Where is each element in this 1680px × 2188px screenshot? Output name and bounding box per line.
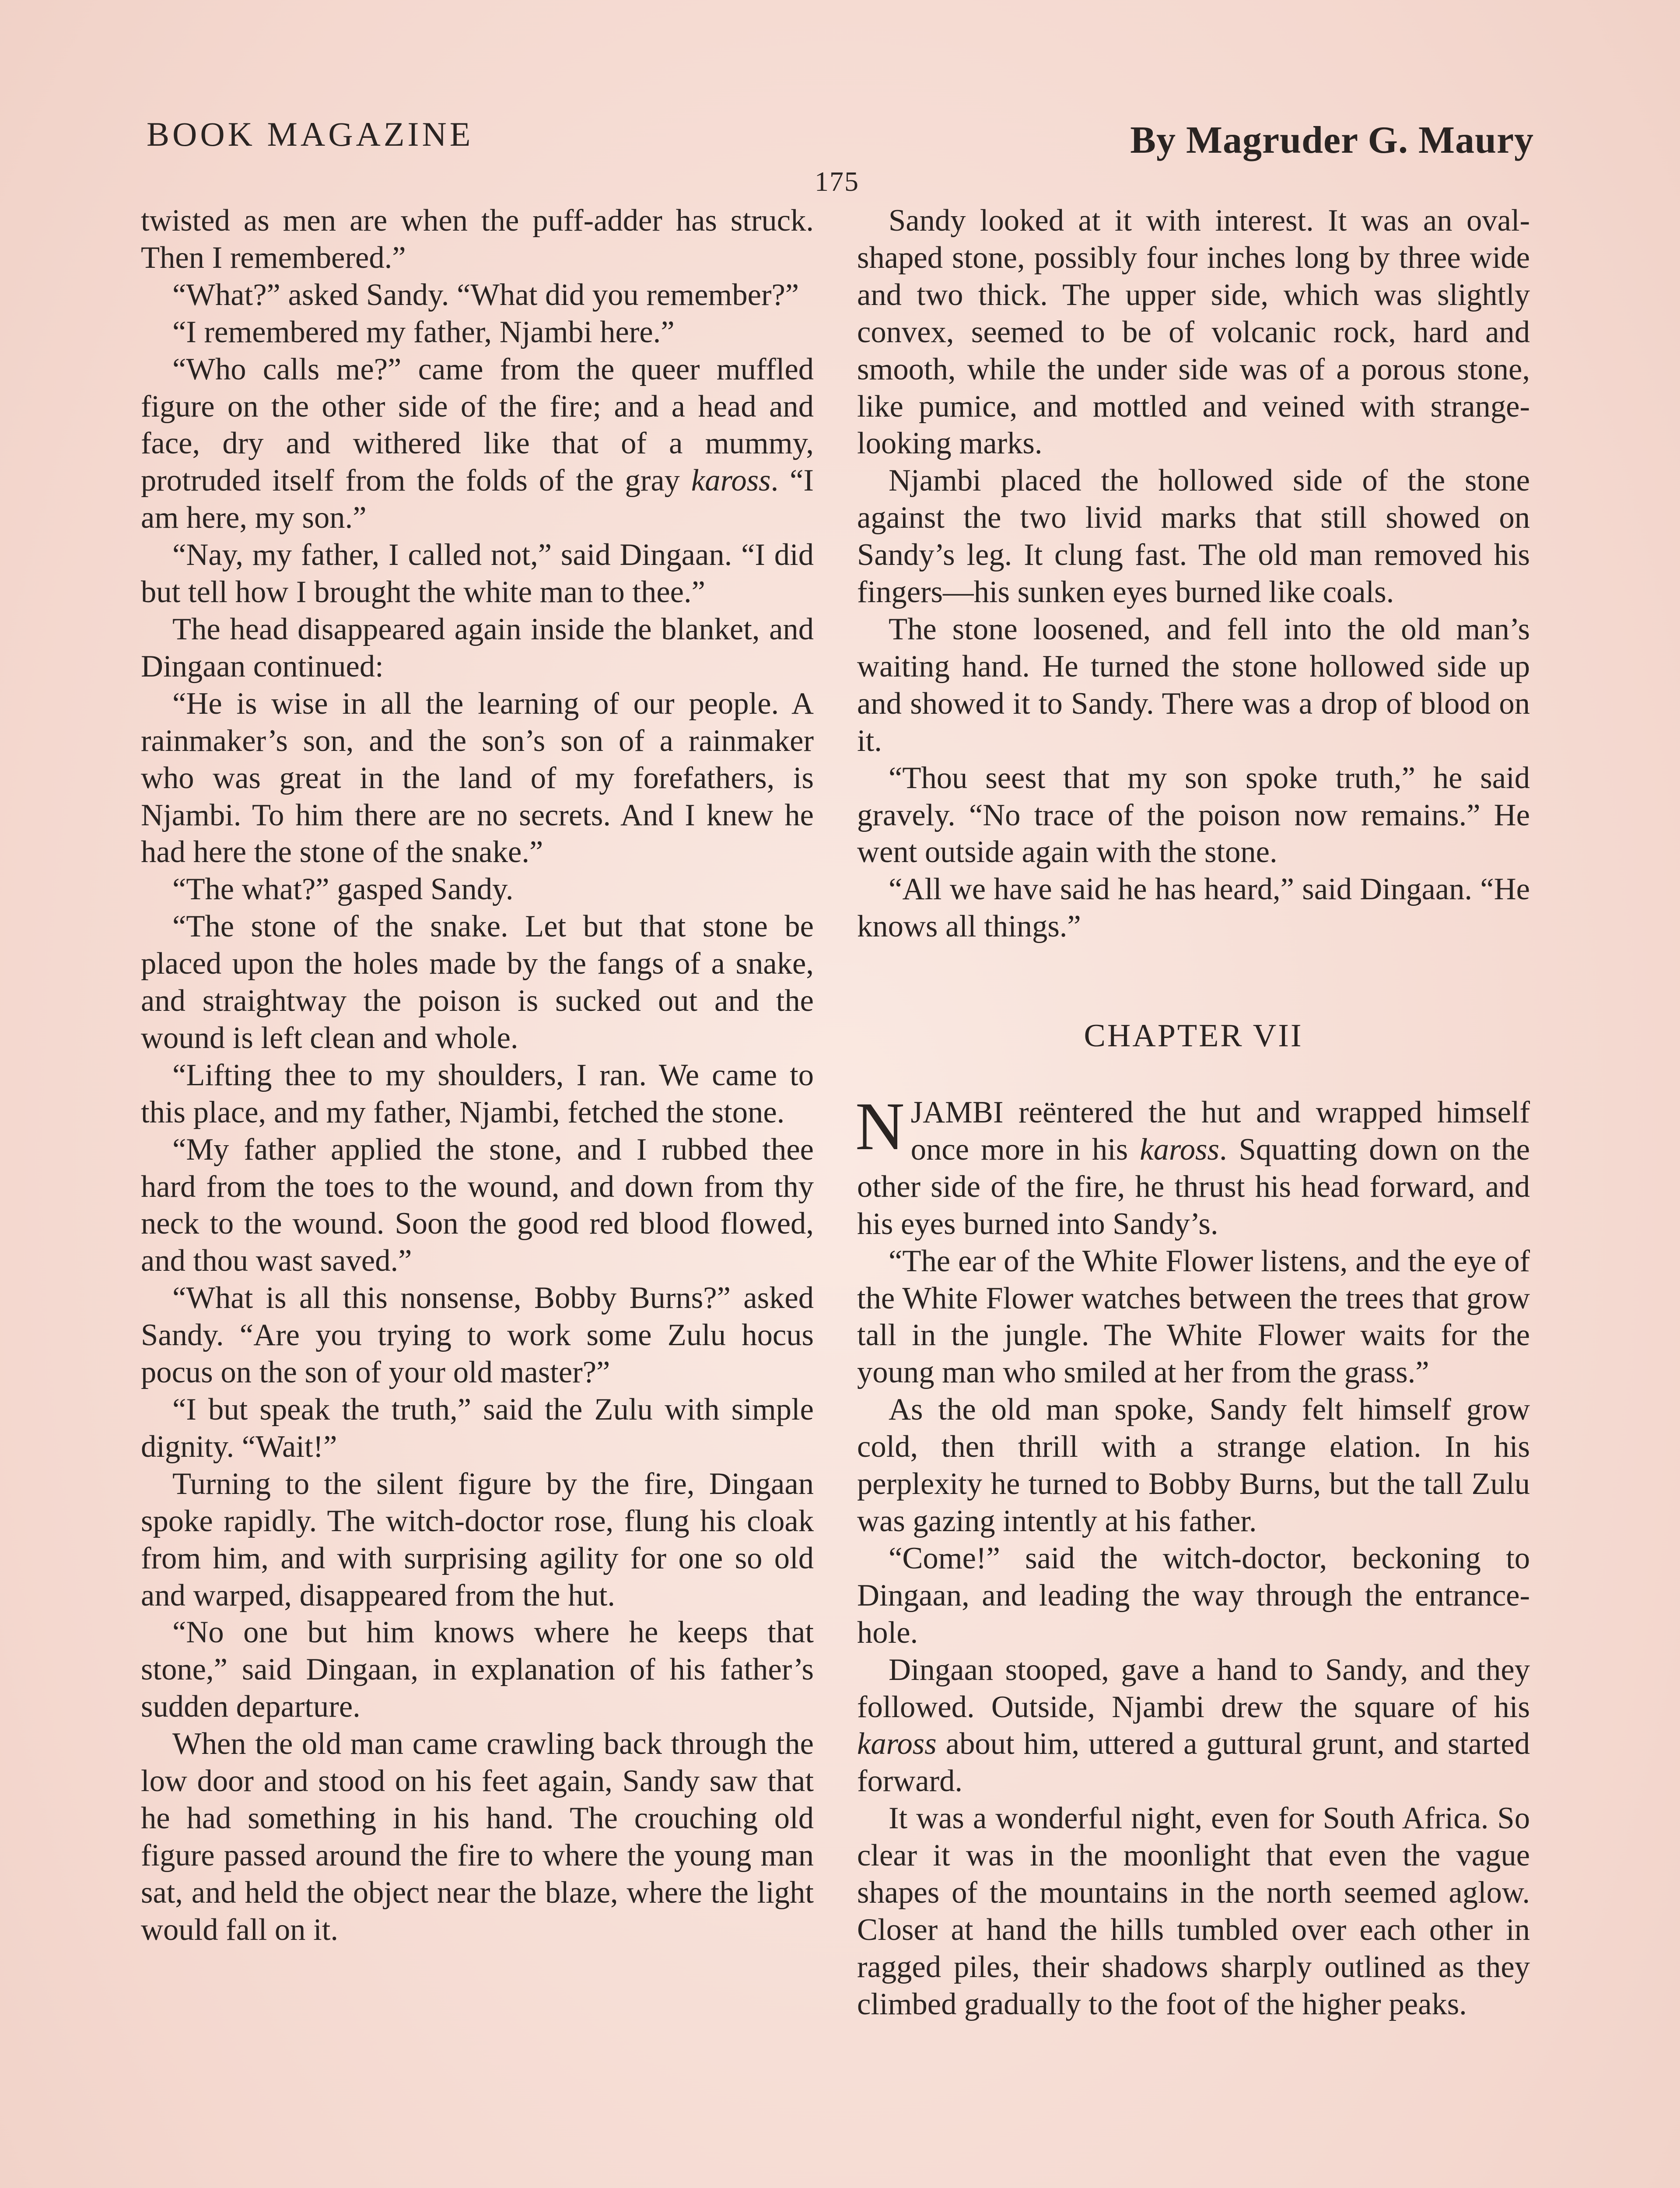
paragraph: “No one but him knows where he keeps that stone,” said Dingaan, in explanation of his father’s sudden departure. (141, 1615, 814, 1724)
paragraph: “He is wise in all the learning of our people. A rainmaker’s son, and the son’s son of a rainmaker who was great in the land of my forefathers, is Njambi. To him there are no secrets. And I knew he had here the stone of the snake.” (141, 686, 814, 870)
paragraph: twisted as men are when the puff-adder has struck. Then I remembered.” (141, 203, 814, 275)
paragraph: “Who calls me?” came from the queer muffled figure on the other side of the fire; and a head and face, dry and withered like that of a mummy, protruded itself from the folds of the gray kaross. “I am here, my son.” (141, 352, 814, 535)
chapter-heading: CHAPTER VII (1084, 1018, 1303, 1054)
paragraph: Dingaan stooped, gave a hand to Sandy, and they followed. Outside, Njambi drew the square of his kaross about him, uttered a guttural grunt, and started forward. (857, 1652, 1530, 1799)
paragraph: The head disappeared again inside the blanket, and Dingaan continued: (141, 612, 814, 684)
paragraph: “All we have said he has heard,” said Dingaan. “He knows all things.” (857, 872, 1530, 944)
paragraph: “The stone of the snake. Let but that stone be placed upon the holes made by the fangs of a snake, and straightway the poison is sucked out and the wound is left clean and whole. (141, 909, 814, 1055)
paragraph: “The what?” gasped Sandy. (172, 872, 514, 907)
left-column (141, 202, 814, 1949)
paragraph: “I remembered my father, Njambi here.” (172, 315, 675, 349)
paragraph: The stone loosened, and fell into the old man’s waiting hand. He turned the stone hollowed side up and showed it to Sandy. There was a drop of blood on it. (857, 612, 1530, 758)
paragraph: “What?” asked Sandy. “What did you remember?” (172, 277, 799, 312)
right-column (857, 202, 1530, 2023)
paragraph: “Lifting thee to my shoulders, I ran. We came to this place, and my father, Njambi, fetched the stone. (141, 1058, 814, 1129)
paragraph: Turning to the silent figure by the fire, Dingaan spoke rapidly. The witch-doctor rose, flung his cloak from him, and with surprising agility for one so old and warped, disappeared from the hut. (141, 1466, 814, 1613)
paragraph: Sandy looked at it with interest. It was an oval-shaped stone, possibly four inches long by three wide and two thick. The upper side, which was slightly convex, seemed to be of volcanic rock, hard and smooth, while the under side was of a porous stone, like pumice, and mottled and veined with strange-looking marks. (857, 203, 1530, 461)
paragraph: “Come!” said the witch-doctor, beckoning to Dingaan, and leading the way through the entrance-hole. (857, 1541, 1530, 1650)
paragraph: When the old man came crawling back through the low door and stood on his feet again, Sandy saw that he had something in his hand. The crouching old figure passed around the fire to where the young man sat, and held the object near the blaze, where the light would fall on it. (141, 1727, 814, 1947)
paragraph: As the old man spoke, Sandy felt himself grow cold, then thrill with a strange elation. In his perplexity he turned to Bobby Burns, but the tall Zulu was gazing intently at his father. (857, 1392, 1530, 1538)
page-number: 175 (815, 166, 859, 197)
paragraph: “What is all this nonsense, Bobby Burns?” asked Sandy. “Are you trying to work some Zulu hocus pocus on the son of your old master?” (141, 1281, 814, 1390)
paragraph: “I but speak the truth,” said the Zulu with simple dignity. “Wait!” (141, 1392, 814, 1464)
drop-cap: N (855, 1088, 905, 1164)
paragraph: “Thou seest that my son spoke truth,” he said gravely. “No trace of the poison now remains.” He went outside again with the stone. (857, 761, 1530, 870)
paragraph: “My father applied the stone, and I rubbed thee hard from the toes to the wound, and down from thy neck to the wound. Soon the good red blood flowed, and thou wast saved.” (141, 1132, 814, 1278)
paragraph: “The ear of the White Flower listens, and the eye of the White Flower watches between the trees that grow tall in the jungle. The White Flower waits for the young man who smiled at her from the grass.” (857, 1244, 1530, 1390)
chapter-opening-paragraph (855, 1088, 1530, 1243)
paragraph: Njambi placed the hollowed side of the stone against the two livid marks that still showed on Sandy’s leg. It clung fast. The old man removed his fingers—his sunken eyes burned like coals. (857, 463, 1530, 610)
paragraph: “Nay, my father, I called not,” said Dingaan. “I did but tell how I brought the white man to thee.” (141, 538, 814, 610)
publication-title: BOOK MAGAZINE (147, 115, 474, 153)
author-byline: By Magruder G. Maury (1130, 119, 1534, 161)
chapter-opening-text: JAMBI reëntered the hut and wrapped himself once more in his kaross. Squatting down on the other side of the fire, he thrust his head forward, and his eyes burned into Sandy’s. (857, 1095, 1530, 1241)
paragraph: It was a wonderful night, even for South Africa. So clear it was in the moonlight that even the vague shapes of the mountains in the north seemed aglow. Closer at hand the hills tumbled over each other in ragged piles, their shadows sharply outlined as they climbed gradually to the foot of the higher peaks. (857, 1801, 1530, 2021)
